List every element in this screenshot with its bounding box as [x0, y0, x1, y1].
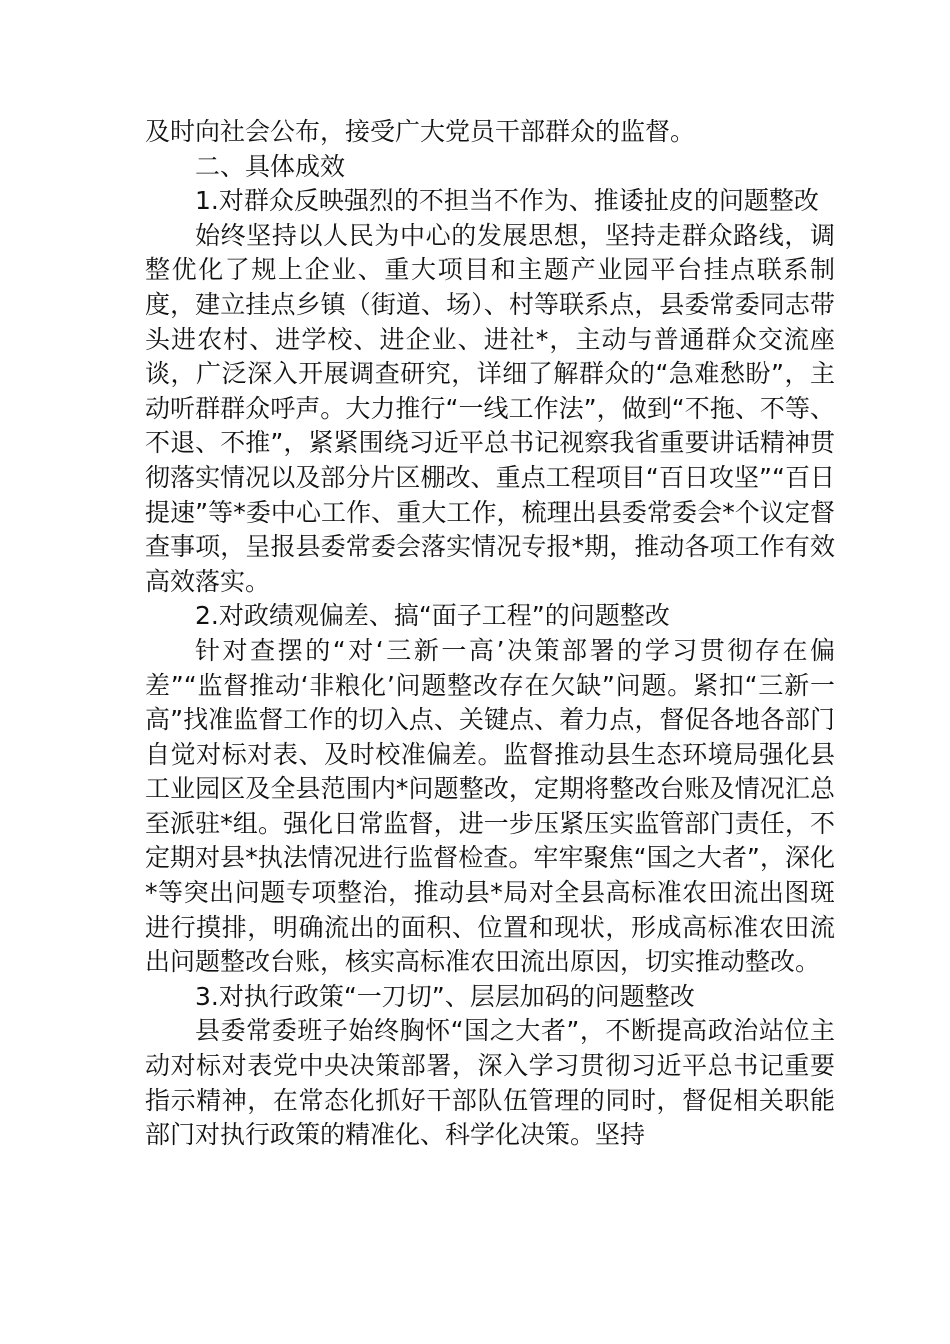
subheading-1: 1.对群众反映强烈的不担当不作为、推诿扯皮的问题整改 [195, 186, 819, 216]
section-heading: 二、具体成效 [195, 151, 346, 181]
paragraph-1: 始终坚持以人民为中心的发展思想，坚持走群众路线，调整优化了规上企业、重大项目和主题产业园平台挂点联系制度，建立挂点乡镇（街道、场）、村等联系点，县委常委同志带头进农村、进学校、进企业、进社*，主动与普通群众交流座谈，广泛深入开展调查研究，详细了解群众的“急难愁盼”，主动听群群众呼声。大力推行“一线工作法”，做到“不拖、不等、不退、不推”，紧紧围绕习近平总书记视察我省重要讲话精神贯彻落实情况以及部分片区棚改、重点工程项目“百日攻坚”“百日提速”等*委中心工作、重大工作，梳理出县委常委会*个议定督查事项，呈报县委常委会落实情况专报*期，推动各项工作有效高效落实。 [145, 220, 835, 596]
subheading-3: 3.对执行政策“一刀切”、层层加码的问题整改 [195, 981, 695, 1011]
subheading-2: 2.对政绩观偏差、搞“面子工程”的问题整改 [195, 601, 670, 631]
document-body [145, 115, 835, 1153]
paragraph-3: 县委常委班子始终胸怀“国之大者”，不断提高政治站位主动对标对表党中央决策部署，深入学习贯彻习近平总书记重要指示精神，在常态化抓好干部队伍管理的同时，督促相关职能部门对执行政策的精准化、科学化决策。坚持 [145, 1016, 835, 1150]
paragraph-continuation: 及时向社会公布，接受广大党员干部群众的监督。 [145, 117, 696, 146]
paragraph-2: 针对查摆的“对‘三新一高’决策部署的学习贯彻存在偏差”“监督推动‘非粮化’问题整改存在欠缺”问题。紧扣“三新一高”找准监督工作的切入点、关键点、着力点，督促各地各部门自觉对标对表、及时校准偏差。监督推动县生态环境局强化县工业园区及全县范围内*问题整改，定期将整改台账及情况汇总至派驻*组。强化日常监督，进一步压紧压实监管部门责任，不定期对县*执法情况进行监督检查。牢牢聚焦“国之大者”，深化*等突出问题专项整治，推动县*局对全县高标准农田流出图斑进行摸排，明确流出的面积、位置和现状，形成高标准农田流出问题整改台账，核实高标准农田流出原因，切实推动整改。 [145, 635, 835, 977]
